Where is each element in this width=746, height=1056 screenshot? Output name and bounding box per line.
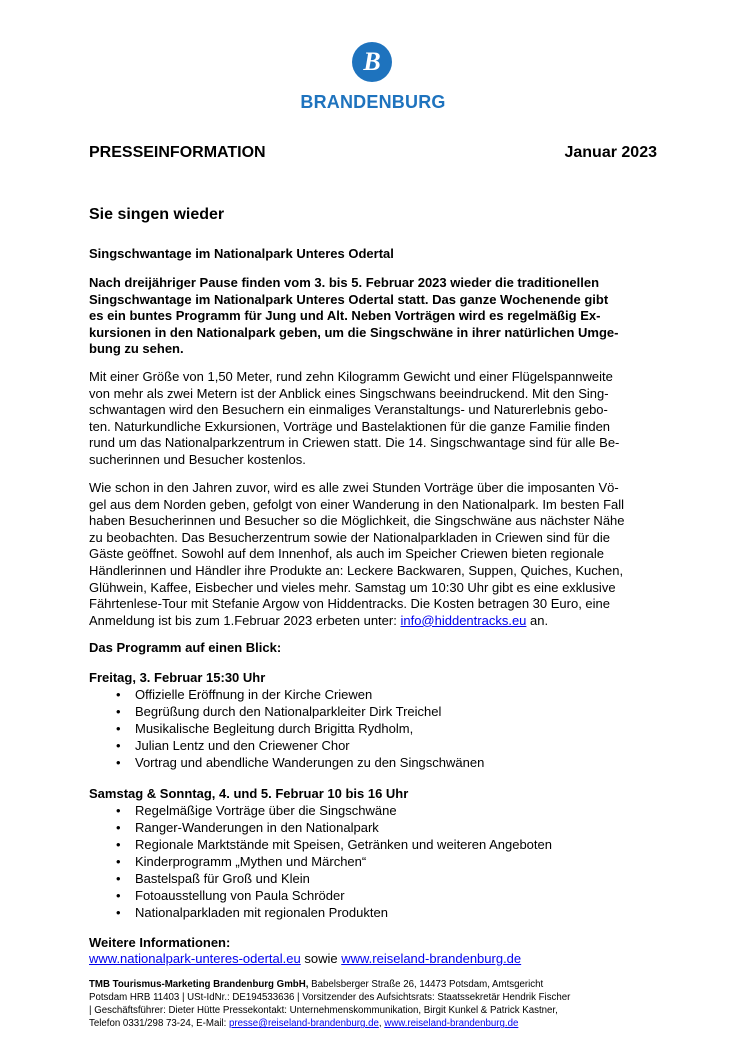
list-item bbox=[89, 703, 484, 720]
nationalpark-website-link[interactable]: www.nationalpark-unteres-odertal.eu bbox=[89, 951, 301, 966]
program-heading: Das Programm auf einen Blick: bbox=[89, 640, 282, 655]
day2-heading: Samstag & Sonntag, 4. und 5. Februar 10 bis 16 Uhr bbox=[89, 786, 409, 801]
text-line: zu beobachten. Das Besucherzentrum sowie der Nationalparkladen in Criewen sind für die bbox=[89, 529, 611, 545]
text-fragment: sowie bbox=[300, 951, 342, 966]
bullet-icon: • bbox=[116, 888, 121, 903]
hiddentracks-email-link[interactable]: info@hiddentracks.eu bbox=[400, 612, 527, 628]
footer-website-link[interactable]: www.reiseland-brandenburg.de bbox=[384, 1018, 519, 1030]
text-line: Mit einer Größe von 1,50 Meter, rund zehn Kilogramm Gewicht und einer Flügelspannweite bbox=[89, 369, 613, 384]
list-item-text: Regelmäßige Vorträge über die Singschwäne bbox=[135, 803, 397, 818]
text-line: haben Besucherinnen und Besucher so die Möglichkeit, die Singschwäne aus nächster Nähe bbox=[89, 513, 625, 529]
list-item bbox=[89, 836, 552, 853]
document-date: Januar 2023 bbox=[564, 144, 657, 161]
text-line: gel aus dem Norden geben, gefolgt von einer Wanderung in den Nationalpark. Im besten Fall bbox=[89, 496, 625, 512]
list-item-text: Julian Lentz und den Criewener Chor bbox=[135, 738, 350, 753]
list-item-text: Nationalparkladen mit regionalen Produkten bbox=[135, 905, 388, 920]
text-fragment: , bbox=[378, 1018, 385, 1030]
list-item-text: Offizielle Eröffnung in der Kirche Criewen bbox=[135, 687, 373, 702]
day1-heading: Freitag, 3. Februar 15:30 Uhr bbox=[89, 670, 266, 685]
text-line: rund um das Nationalparkzentrum in Criewen statt. Die 14. Singschwantage sind für alle Be- bbox=[89, 435, 620, 451]
bullet-icon: • bbox=[116, 905, 121, 920]
text-fragment: Anmeldung ist bis zum 1.Februar 2023 erbeten unter: bbox=[89, 612, 401, 628]
text-line: Fährtenlese-Tour mit Stefanie Argow von Hiddentracks. Die Kosten betragen 30 Euro, eine bbox=[89, 596, 611, 612]
list-item bbox=[89, 870, 552, 887]
text-line bbox=[89, 613, 661, 630]
footer-line bbox=[89, 978, 661, 991]
bullet-icon: • bbox=[116, 854, 121, 869]
text-line: Wie schon in den Jahren zuvor, wird es alle zwei Stunden Vorträge über die imposanten Vö- bbox=[89, 480, 619, 495]
list-item bbox=[89, 686, 484, 703]
day2-list bbox=[89, 802, 552, 921]
text-line: Singschwantage im Nationalpark Unteres Odertal statt. Das ganze Wochenende gibt bbox=[89, 291, 609, 307]
text-line: Gäste geöffnet. Sowohl auf dem Innenhof, als auch im Speicher Criewen bieten regionale bbox=[89, 546, 605, 562]
reiseland-website-link[interactable]: www.reiseland-brandenburg.de bbox=[341, 951, 522, 966]
lead-paragraph bbox=[89, 275, 661, 358]
day1-list bbox=[89, 686, 484, 771]
list-item-text: Kinderprogramm „Mythen und Märchen“ bbox=[135, 854, 367, 869]
brandenburg-logo bbox=[290, 42, 456, 112]
bullet-icon: • bbox=[116, 820, 121, 835]
text-line: sucherinnen und Besucher kostenlos. bbox=[89, 451, 306, 467]
list-item-text: Bastelspaß für Groß und Klein bbox=[135, 871, 310, 886]
page-title: Sie singen wieder bbox=[89, 206, 225, 223]
footer-line bbox=[89, 1017, 661, 1030]
text-fragment: an. bbox=[526, 612, 549, 628]
text-line: schwantagen wird den Besuchern ein einmaliges Veranstaltungs- und Naturerlebnis gebo- bbox=[89, 402, 608, 418]
list-item-text: Fotoausstellung von Paula Schröder bbox=[135, 888, 345, 903]
footer-line: | Geschäftsführer: Dieter Hütte Pressekontakt: Unternehmenskommunikation, Birgit Kunkel & Patrick Kastner, bbox=[89, 1005, 558, 1017]
more-info-section bbox=[89, 935, 521, 967]
footer-imprint bbox=[89, 978, 661, 1030]
text-line: kursionen in den Nationalpark geben, um die Singschwäne in ihrer natürlichen Umge- bbox=[89, 324, 619, 340]
text-line: von mehr als zwei Metern ist der Anblick eines Singschwans beeindruckend. Mit den Sing- bbox=[89, 385, 609, 401]
bullet-icon: • bbox=[116, 738, 121, 753]
text-line: Nach dreijähriger Pause finden vom 3. bis 5. Februar 2023 wieder die traditionellen bbox=[89, 275, 600, 290]
more-info-links bbox=[89, 951, 521, 967]
list-item bbox=[89, 904, 552, 921]
list-item bbox=[89, 802, 552, 819]
more-info-heading: Weitere Informationen: bbox=[89, 935, 231, 950]
body-paragraph-1 bbox=[89, 369, 661, 469]
press-email-link[interactable]: presse@reiseland-brandenburg.de bbox=[229, 1018, 379, 1030]
logo-monogram: B bbox=[363, 47, 381, 76]
bullet-icon: • bbox=[116, 755, 121, 770]
text-fragment: Babelsberger Straße 26, 14473 Potsdam, Amtsgericht bbox=[308, 979, 544, 990]
text-line: ten. Naturkundliche Exkursionen, Vorträge und Bastelaktionen für die ganze Familie finden bbox=[89, 418, 611, 434]
bullet-icon: • bbox=[116, 687, 121, 702]
text-line: es ein buntes Programm für Jung und Alt. Neben Vorträgen wird es regelmäßig Ex- bbox=[89, 308, 601, 324]
list-item-text: Musikalische Begleitung durch Brigitta Rydholm, bbox=[135, 721, 414, 736]
list-item bbox=[89, 754, 484, 771]
bullet-icon: • bbox=[116, 803, 121, 818]
list-item bbox=[89, 853, 552, 870]
list-item-text: Regionale Marktstände mit Speisen, Getränken und weiteren Angeboten bbox=[135, 837, 552, 852]
list-item bbox=[89, 720, 484, 737]
footer-company: TMB Tourismus-Marketing Brandenburg GmbH, bbox=[89, 979, 309, 990]
text-line: Händlerinnen und Händler ihre Produkte an: Leckere Backwaren, Suppen, Quiches, Kuchen, bbox=[89, 562, 624, 578]
bullet-icon: • bbox=[116, 871, 121, 886]
bullet-icon: • bbox=[116, 837, 121, 852]
text-fragment: Telefon 0331/298 73-24, E-Mail: bbox=[89, 1018, 230, 1030]
list-item bbox=[89, 737, 484, 754]
list-item bbox=[89, 887, 552, 904]
body-paragraph-2 bbox=[89, 480, 661, 629]
footer-line: Potsdam HRB 11403 | USt-IdNr.: DE194533636 | Vorsitzender des Aufsichtsrats: Staatssekretär Hendrik Fischer bbox=[89, 992, 571, 1004]
bullet-icon: • bbox=[116, 721, 121, 736]
list-item-text: Begrüßung durch den Nationalparkleiter Dirk Treichel bbox=[135, 704, 442, 719]
text-line: bung zu sehen. bbox=[89, 341, 184, 357]
list-item-text: Ranger-Wanderungen in den Nationalpark bbox=[135, 820, 379, 835]
page-subtitle: Singschwantage im Nationalpark Unteres Odertal bbox=[89, 246, 394, 261]
document-type-label: PRESSEINFORMATION bbox=[89, 144, 266, 161]
list-item bbox=[89, 819, 552, 836]
logo-emblem-icon bbox=[352, 42, 392, 82]
logo-wordmark: BRANDENBURG bbox=[300, 92, 446, 112]
text-line: Glühwein, Kaffee, Eisbecher und vieles mehr. Samstag um 10:30 Uhr gibt es eine exklusive bbox=[89, 579, 616, 595]
list-item-text: Vortrag und abendliche Wanderungen zu den Singschwänen bbox=[135, 755, 485, 770]
bullet-icon: • bbox=[116, 704, 121, 719]
